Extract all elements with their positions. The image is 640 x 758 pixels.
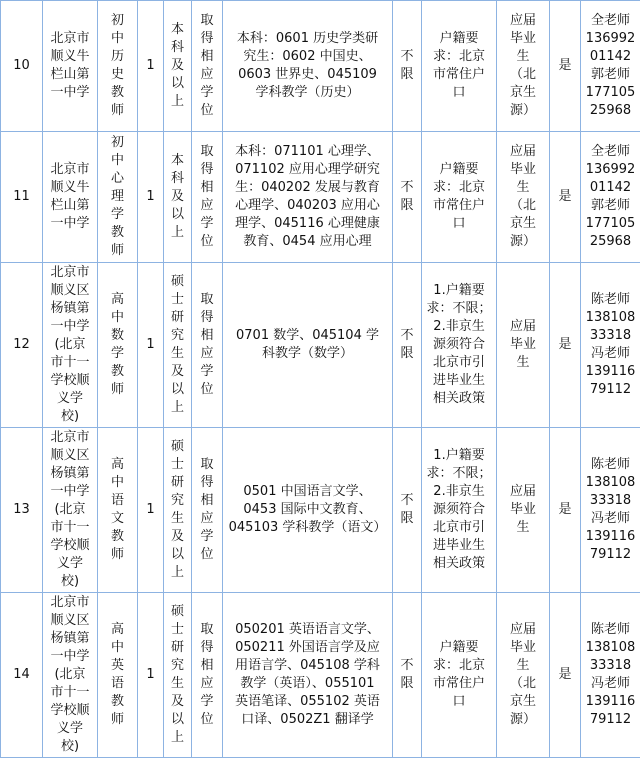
position-name: 高 中 语 文 教 师 [98,428,138,593]
table-row [1,263,640,428]
contact-info: 全老师 136992 01142 郭老师 177105 25968 [581,132,640,263]
row-number: 11 [1,132,43,263]
position-name: 高 中 英 语 教 师 [98,593,138,758]
school-name: 北京市 顺义区 杨镇第 一中学 (北京 市十一 学校顺 义学 校) [43,263,98,428]
table-row [1,132,640,263]
other-flag: 是 [550,593,581,758]
graduate-status: 应届 毕业 生 （北 京生 源） [497,132,550,263]
major-requirement: 本科：071101 心理学、 071102 应用心理学研究 生：040202 发展与教育 心理学、040203 应用心 理学、045116 心理健康 教育、0454 应用心理 [223,132,393,263]
restriction: 不 限 [393,132,422,263]
other-flag: 是 [550,263,581,428]
contact-info: 陈老师 138108 33318 冯老师 139116 79112 [581,263,640,428]
hukou-requirement: 户籍要 求：北京 市常住户 口 [422,1,497,132]
table-row [1,1,640,132]
education-requirement: 硕 士 研 究 生 及 以 上 [164,428,192,593]
other-flag: 是 [550,1,581,132]
major-requirement: 本科：0601 历史学类研 究生：0602 中国史、 0603 世界史、045109 学科教学（历史） [223,1,393,132]
school-name: 北京市 顺义区 杨镇第 一中学 (北京 市十一 学校顺 义学 校) [43,593,98,758]
education-requirement: 硕 士 研 究 生 及 以 上 [164,263,192,428]
education-requirement: 硕 士 研 究 生 及 以 上 [164,593,192,758]
hukou-requirement: 1.户籍要 求：不限； 2.非京生 源须符合 北京市引 进毕业生 相关政策 [422,263,497,428]
restriction: 不 限 [393,1,422,132]
position-name: 高 中 数 学 教 师 [98,263,138,428]
hukou-requirement: 1.户籍要 求：不限； 2.非京生 源须符合 北京市引 进毕业生 相关政策 [422,428,497,593]
hiring-count: 1 [138,593,164,758]
contact-info: 全老师 136992 01142 郭老师 177105 25968 [581,1,640,132]
degree-requirement: 取 得 相 应 学 位 [192,428,223,593]
row-number: 12 [1,263,43,428]
hukou-requirement: 户籍要 求：北京 市常住户 口 [422,132,497,263]
row-number: 10 [1,1,43,132]
hukou-requirement: 户籍要 求：北京 市常住户 口 [422,593,497,758]
table-row [1,593,640,758]
graduate-status: 应届 毕业 生 （北 京生 源） [497,593,550,758]
degree-requirement: 取 得 相 应 学 位 [192,132,223,263]
school-name: 北京市 顺义区 杨镇第 一中学 (北京 市十一 学校顺 义学 校) [43,428,98,593]
degree-requirement: 取 得 相 应 学 位 [192,593,223,758]
school-name: 北京市 顺义牛 栏山第 一中学 [43,1,98,132]
contact-info: 陈老师 138108 33318 冯老师 139116 79112 [581,428,640,593]
contact-info: 陈老师 138108 33318 冯老师 139116 79112 [581,593,640,758]
education-requirement: 本 科 及 以 上 [164,1,192,132]
hiring-count: 1 [138,132,164,263]
hiring-count: 1 [138,1,164,132]
graduate-status: 应届 毕业 生 [497,263,550,428]
row-number: 14 [1,593,43,758]
major-requirement: 0501 中国语言文学、 0453 国际中文教育、 045103 学科教学（语文） [223,428,393,593]
position-name: 初 中 历 史 教 师 [98,1,138,132]
graduate-status: 应届 毕业 生 （北 京生 源） [497,1,550,132]
major-requirement: 0701 数学、045104 学 科教学（数学） [223,263,393,428]
hiring-count: 1 [138,428,164,593]
major-requirement: 050201 英语语言文学、 050211 外国语言学及应 用语言学、045108 学科 教学（英语）、055101 英语笔译、055102 英语 口译、0502Z1 翻译学 [223,593,393,758]
restriction: 不 限 [393,263,422,428]
restriction: 不 限 [393,593,422,758]
hiring-count: 1 [138,263,164,428]
graduate-status: 应届 毕业 生 [497,428,550,593]
row-number: 13 [1,428,43,593]
position-name: 初 中 心 理 学 教 师 [98,132,138,263]
school-name: 北京市 顺义牛 栏山第 一中学 [43,132,98,263]
table-row [1,428,640,593]
degree-requirement: 取 得 相 应 学 位 [192,263,223,428]
restriction: 不 限 [393,428,422,593]
other-flag: 是 [550,428,581,593]
education-requirement: 本 科 及 以 上 [164,132,192,263]
other-flag: 是 [550,132,581,263]
degree-requirement: 取 得 相 应 学 位 [192,1,223,132]
